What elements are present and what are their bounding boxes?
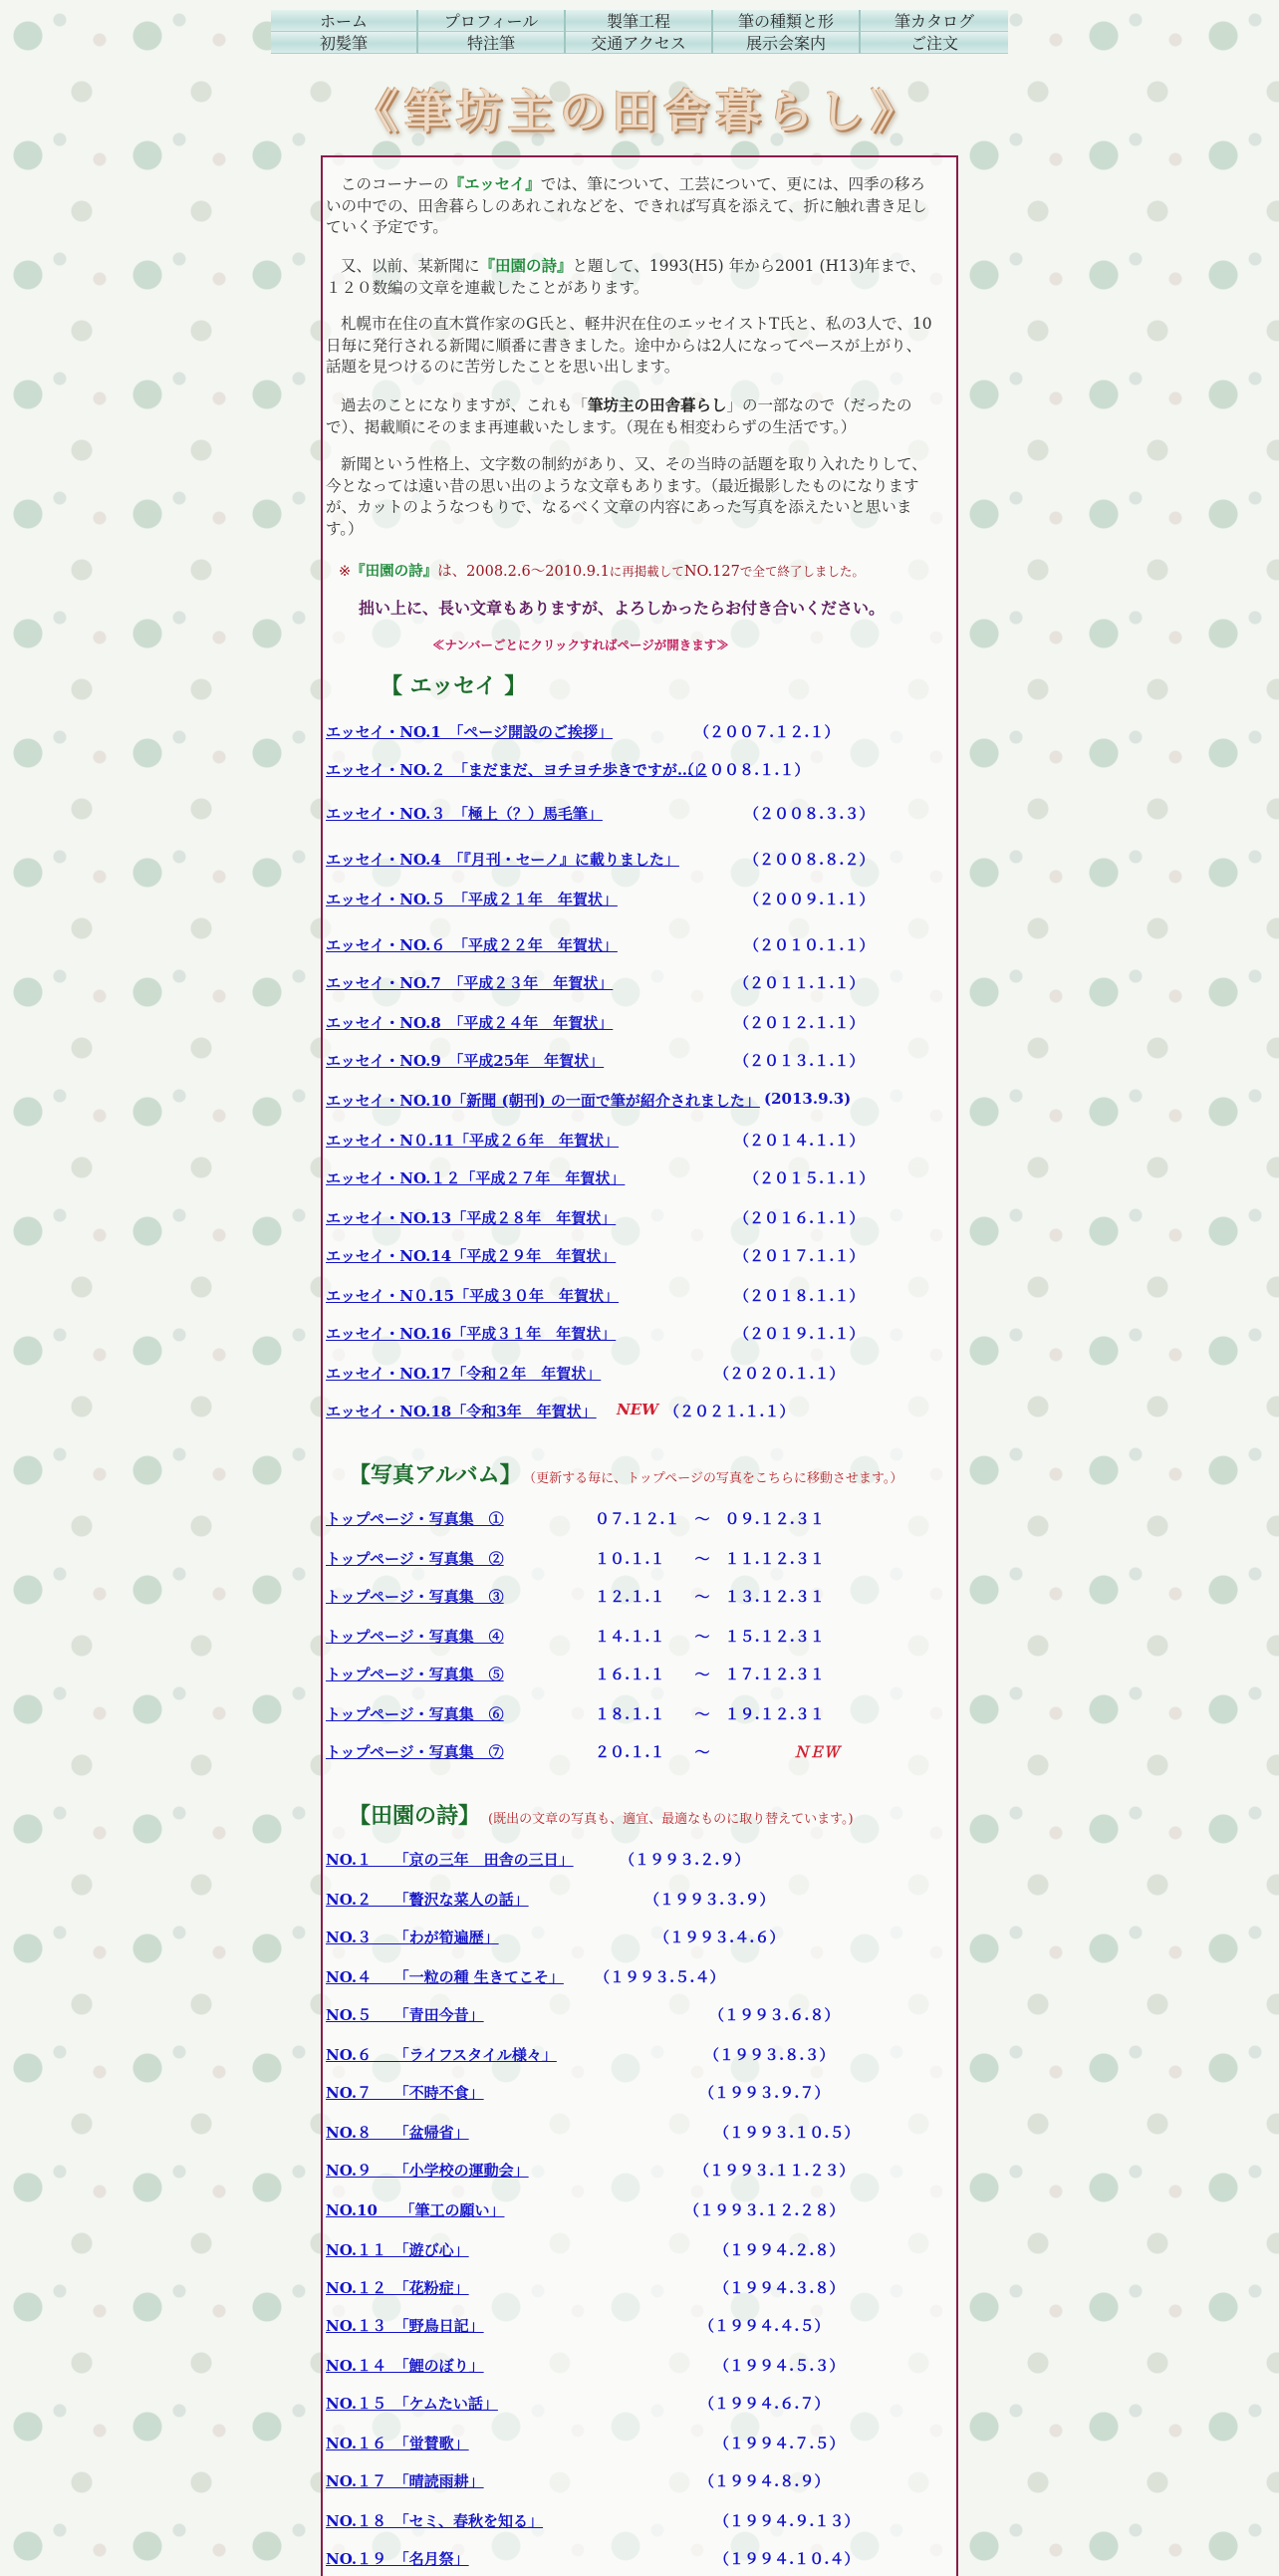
poem-date: （１９９３.８.３）	[704, 2046, 835, 2064]
essay-date: （２０１２.１.１）	[734, 1014, 865, 1032]
album-label: トップページ・写真集 ⑤	[326, 1666, 504, 1683]
poem-link[interactable]	[326, 2470, 830, 2491]
poem-link[interactable]	[326, 2393, 830, 2414]
album-link[interactable]	[326, 1626, 825, 1647]
republish-note: ※『田園の詩』は、2008.2.6～2010.9.1に再掲載してNO.127で全て終了しました。	[339, 563, 865, 580]
poem-date: （１９９３.９.７）	[699, 2084, 830, 2102]
essay-link[interactable]	[326, 889, 875, 909]
album-label: トップページ・写真集 ⑥	[326, 1705, 504, 1723]
nav-custom-order[interactable]: 特注筆	[418, 32, 566, 54]
nav-catalog[interactable]: 筆カタログ	[861, 10, 1008, 32]
poem-link[interactable]	[326, 1927, 785, 1947]
poem-link[interactable]	[326, 2004, 840, 2025]
album-date: １０.１.１ ～ １１.１２.３１	[595, 1550, 825, 1568]
album-label: トップページ・写真集 ①	[326, 1510, 504, 1528]
poem-link[interactable]	[326, 1889, 775, 1910]
essay-date: （２０１４.１.１）	[734, 1132, 865, 1150]
poem-label: NO.１２ 「花粉症」	[326, 2279, 469, 2297]
essay-label: エッセイ・N０.11「平成２６年 年賀状」	[326, 1132, 620, 1150]
essay-date: （２００９.１.１）	[744, 891, 875, 908]
album-date: １８.１.１ ～ １９.１２.３１	[595, 1705, 825, 1723]
essay-link[interactable]	[326, 803, 875, 824]
essay-date: （２０１３.１.１）	[734, 1052, 865, 1070]
nav-profile[interactable]: プロフィール	[418, 10, 566, 32]
nav-home[interactable]: ホーム	[271, 10, 418, 32]
poem-link[interactable]	[326, 2277, 845, 2298]
intro-paragraph: 過去のことになりますが、これも「筆坊主の田舎暮らし」の一部なので（だったので）、掲載順にそのまま再連載いたします。（現在も相変わらずの生活です。）	[326, 395, 912, 436]
essay-label: エッセイ・NO.１２「平成２７年 年賀状」	[326, 1169, 626, 1187]
poem-date: （１９９４.９.１３）	[714, 2512, 860, 2530]
poem-date: （１９９３.２.９）	[620, 1851, 750, 1869]
poem-date: （１９９３.６.８）	[709, 2006, 840, 2024]
album-label: トップページ・写真集 ③	[326, 1588, 504, 1606]
essay-date: （２０１６.１.１）	[734, 1209, 865, 1227]
essay-date: （２００８.３.３）	[744, 805, 875, 823]
nav-exhibitions[interactable]: 展示会案内	[713, 32, 861, 54]
essay-link[interactable]	[326, 1012, 865, 1033]
essay-label: エッセイ・NO.３ 「極上（？）馬毛筆」	[326, 805, 603, 823]
poem-date: （１９９３.３.９）	[644, 1891, 775, 1909]
essay-link[interactable]	[326, 1207, 865, 1228]
album-date: ０７.１２.１ ～ ０９.１２.３１	[595, 1510, 825, 1528]
page-banner-title: 《筆坊主の田舎暮らし》	[353, 85, 922, 138]
intro-paragraph: 又、以前、某新聞に『田園の詩』と題して、1993(H5) 年から2001 (H13)年まで、１２０数編の文章を連載したことがあります。	[326, 256, 926, 297]
closing-message: 拙い上に、長い文章もありますが、よろしかったらお付き合いください。	[359, 599, 886, 618]
essay-link[interactable]	[326, 721, 840, 742]
essay-link[interactable]	[326, 1285, 865, 1306]
essay-date: （２００８.８.２）	[744, 851, 875, 869]
poem-date: （１９９４.５.３）	[714, 2357, 845, 2375]
essay-date: （２０２０.１.１）	[714, 1365, 845, 1383]
nav-baby-hair-brush[interactable]: 初髪筆	[271, 32, 418, 54]
poem-link[interactable]	[326, 1849, 750, 1870]
essay-label: エッセイ・NO.17「令和２年 年賀状」	[326, 1365, 602, 1383]
poem-link[interactable]	[326, 2160, 855, 2181]
poem-date: （１９９４.７.５）	[714, 2435, 845, 2452]
poem-link[interactable]	[326, 2122, 860, 2143]
new-badge: NEW	[617, 1401, 658, 1418]
album-link[interactable]	[326, 1586, 825, 1607]
poem-date: （１９９４.４.５）	[699, 2317, 830, 2335]
album-section-note: （更新する毎に、トップページの写真をこちらに移動させます。）	[529, 1471, 903, 1486]
poem-link[interactable]	[326, 2433, 845, 2453]
essay-label: エッセイ・NO.8 「平成２４年 年賀状」	[326, 1014, 614, 1032]
poem-link[interactable]	[326, 2044, 835, 2065]
intro-paragraph: 新聞という性格上、文字数の制約があり、又、その当時の話題を取り入れたりして、今となっては遠い昔の思い出のような文章もあります。（最近撮影したものになりますが、カットのようなつもりで、なるべく文章の内容にあった写真を添えたいと思います。）	[326, 455, 927, 538]
poem-label: NO.４ 「一粒の種 生きてこそ」	[326, 1968, 564, 1986]
essay-label: エッセイ・NO.7 「平成２３年 年賀状」	[326, 974, 614, 992]
content-panel	[321, 155, 958, 2576]
essay-date: （２００８.１.１）	[679, 761, 810, 779]
poem-date: （１９９３.１１.２３）	[694, 2162, 855, 2180]
poem-date: （１９９３.５.４）	[595, 1968, 725, 1986]
essay-link[interactable]	[326, 934, 875, 955]
album-date: １４.１.１ ～ １５.１２.３１	[595, 1628, 825, 1646]
poem-label: NO.２ 「贅沢な菜人の話」	[326, 1891, 529, 1909]
poem-label: NO.10 「筆工の願い」	[326, 2201, 505, 2219]
poem-label: NO.１１ 「遊び心」	[326, 2241, 469, 2259]
album-link[interactable]	[326, 1548, 825, 1569]
essay-section-title: 【 エッセイ 】	[381, 674, 527, 699]
intro-paragraph: このコーナーの『エッセイ』では、筆について、工芸について、更には、四季の移ろいの中での、田舎暮らしのあれこれなどを、できれば写真を添えて、折に触れ書き足していく予定です。	[326, 174, 927, 236]
poem-label: NO.１４ 「鯉のぼり」	[326, 2357, 484, 2375]
poem-date: （１９９３.１０.５）	[714, 2124, 860, 2142]
poem-date: （１９９３.１２.２８）	[684, 2201, 845, 2219]
album-link[interactable]	[326, 1508, 825, 1529]
poem-label: NO.１５ 「ケムたい話」	[326, 2395, 498, 2413]
poem-date: （１９９４.８.９）	[699, 2472, 830, 2490]
essay-date: （２０１５.１.１）	[744, 1169, 875, 1187]
essay-link[interactable]	[326, 1363, 845, 1384]
essay-label: エッセイ・NO.５ 「平成２１年 年賀状」	[326, 891, 618, 908]
poem-label: NO.６ 「ライフスタイル様々」	[326, 2046, 557, 2064]
poem-date: （１９９４.３.８）	[714, 2279, 845, 2297]
essay-link[interactable]	[326, 1090, 852, 1111]
essay-label: エッセイ・NO.６ 「平成２２年 年賀状」	[326, 936, 618, 954]
essay-label: エッセイ・NO.13「平成２８年 年賀状」	[326, 1209, 617, 1227]
intro-paragraph: 札幌市在住の直木賞作家のG氏と、軽井沢在住のエッセイストT氏と、私の3人で、10日毎に発行される新聞に順番に書きました。途中からは2人になってペースが上がり、話題を見つけるのに苦労したことを思い出します。	[326, 315, 932, 376]
essay-label: エッセイ・N０.15「平成３０年 年賀状」	[326, 1287, 620, 1305]
poem-link[interactable]	[326, 2082, 830, 2103]
poem-label: NO.９ 「小学校の運動会」	[326, 2162, 529, 2180]
album-date: １６.１.１ ～ １７.１２.３１	[595, 1666, 825, 1683]
nav-brush-types[interactable]: 筆の種類と形	[713, 10, 861, 32]
essay-link[interactable]	[326, 759, 810, 780]
poems-section-note: (既出の文章の写真も、適宜、最適なものに取り替えています。)	[488, 1812, 854, 1827]
album-date: １２.１.１ ～ １３.１２.３１	[595, 1588, 825, 1606]
album-label: トップページ・写真集 ④	[326, 1628, 504, 1646]
poem-link[interactable]	[326, 2239, 845, 2260]
poem-date: （１９９４.１０.４）	[714, 2550, 860, 2568]
poem-label: NO.１７ 「晴読雨耕」	[326, 2472, 484, 2490]
essay-label: エッセイ・NO.２ 「まだまだ、ヨチヨチ歩きですが…」	[326, 761, 707, 779]
essay-link[interactable]	[326, 1050, 865, 1071]
poem-label: NO.１ 「京の三年 田舎の三日」	[326, 1851, 574, 1869]
essay-date: （２０１８.１.１）	[734, 1287, 865, 1305]
new-badge: ＮＥＷ	[794, 1743, 840, 1761]
essay-date: （２０１９.１.１）	[734, 1325, 865, 1343]
album-date: ２０.１.１ ～	[595, 1743, 710, 1761]
essay-link[interactable]	[326, 1167, 875, 1188]
poem-label: NO.７ 「不時不食」	[326, 2084, 484, 2102]
poem-link[interactable]	[326, 2199, 845, 2220]
essay-link[interactable]	[326, 1323, 865, 1344]
essay-label: エッセイ・NO.1 「ページ開設のご挨拶」	[326, 723, 614, 741]
essay-date: (2013.9.3)	[764, 1090, 852, 1108]
essay-label: エッセイ・NO.4 「『月刊・セーノ』に載りました」	[326, 851, 679, 869]
album-link[interactable]	[326, 1664, 825, 1684]
essay-label: エッセイ・NO.16「平成３１年 年賀状」	[326, 1325, 617, 1343]
nav-access[interactable]: 交通アクセス	[566, 32, 713, 54]
poem-label: NO.１６ 「蛍賛歌」	[326, 2435, 469, 2452]
poem-label: NO.１９ 「名月祭」	[326, 2550, 469, 2568]
nav-process[interactable]: 製筆工程	[566, 10, 713, 32]
essay-label: エッセイ・NO.18「令和3年 年賀状」	[326, 1403, 597, 1420]
poem-link[interactable]	[326, 2510, 860, 2531]
essay-date: （２００７.１２.１）	[694, 723, 840, 741]
poem-label: NO.３ 「わが筍遍歴」	[326, 1929, 499, 1946]
essay-date: （２０１１.１.１）	[734, 974, 865, 992]
essay-date: （２０１０.１.１）	[744, 936, 875, 954]
poem-date: （１９９４.６.７）	[699, 2395, 830, 2413]
poems-section-title: 【田園の詩】 (既出の文章の写真も、適宜、最適なものに取り替えています。)	[349, 1804, 854, 1829]
essay-label: エッセイ・NO.14「平成２９年 年賀状」	[326, 1247, 617, 1265]
poem-link[interactable]	[326, 1966, 725, 1987]
poem-date: （１９９３.４.６）	[654, 1929, 785, 1946]
essay-date: （２０２１.１.１）	[664, 1403, 795, 1420]
essay-link[interactable]	[326, 1130, 865, 1151]
essay-label: エッセイ・NO.10「新聞 (朝刊) の一面で筆が紹介されました」	[326, 1092, 760, 1110]
essay-date: （２０１７.１.１）	[734, 1247, 865, 1265]
poem-link[interactable]	[326, 2315, 830, 2336]
album-section-title: 【写真アルバム】 （更新する毎に、トップページの写真をこちらに移動させます。）	[349, 1463, 903, 1488]
poem-link[interactable]	[326, 2548, 860, 2569]
essay-link[interactable]	[326, 972, 865, 993]
click-hint: ≪ナンバーごとにクリックすればページが開きます≫	[432, 638, 729, 652]
poem-label: NO.１８ 「セミ、春秋を知る」	[326, 2512, 544, 2530]
album-link[interactable]	[326, 1741, 840, 1762]
essay-link[interactable]	[326, 1401, 795, 1421]
album-link[interactable]	[326, 1703, 825, 1724]
poem-label: NO.１３ 「野鳥日記」	[326, 2317, 484, 2335]
poem-link[interactable]	[326, 2355, 845, 2376]
top-navigation	[271, 10, 1008, 54]
poem-label: NO.５ 「青田今昔」	[326, 2006, 484, 2024]
nav-order[interactable]: ご注文	[861, 32, 1008, 54]
poem-label: NO.８ 「盆帰省」	[326, 2124, 469, 2142]
album-label: トップページ・写真集 ⑦	[326, 1743, 504, 1761]
album-label: トップページ・写真集 ②	[326, 1550, 504, 1568]
essay-link[interactable]	[326, 849, 875, 870]
poem-date: （１９９４.２.８）	[714, 2241, 845, 2259]
essay-label: エッセイ・NO.9 「平成25年 年賀状」	[326, 1052, 605, 1070]
essay-link[interactable]	[326, 1245, 865, 1266]
